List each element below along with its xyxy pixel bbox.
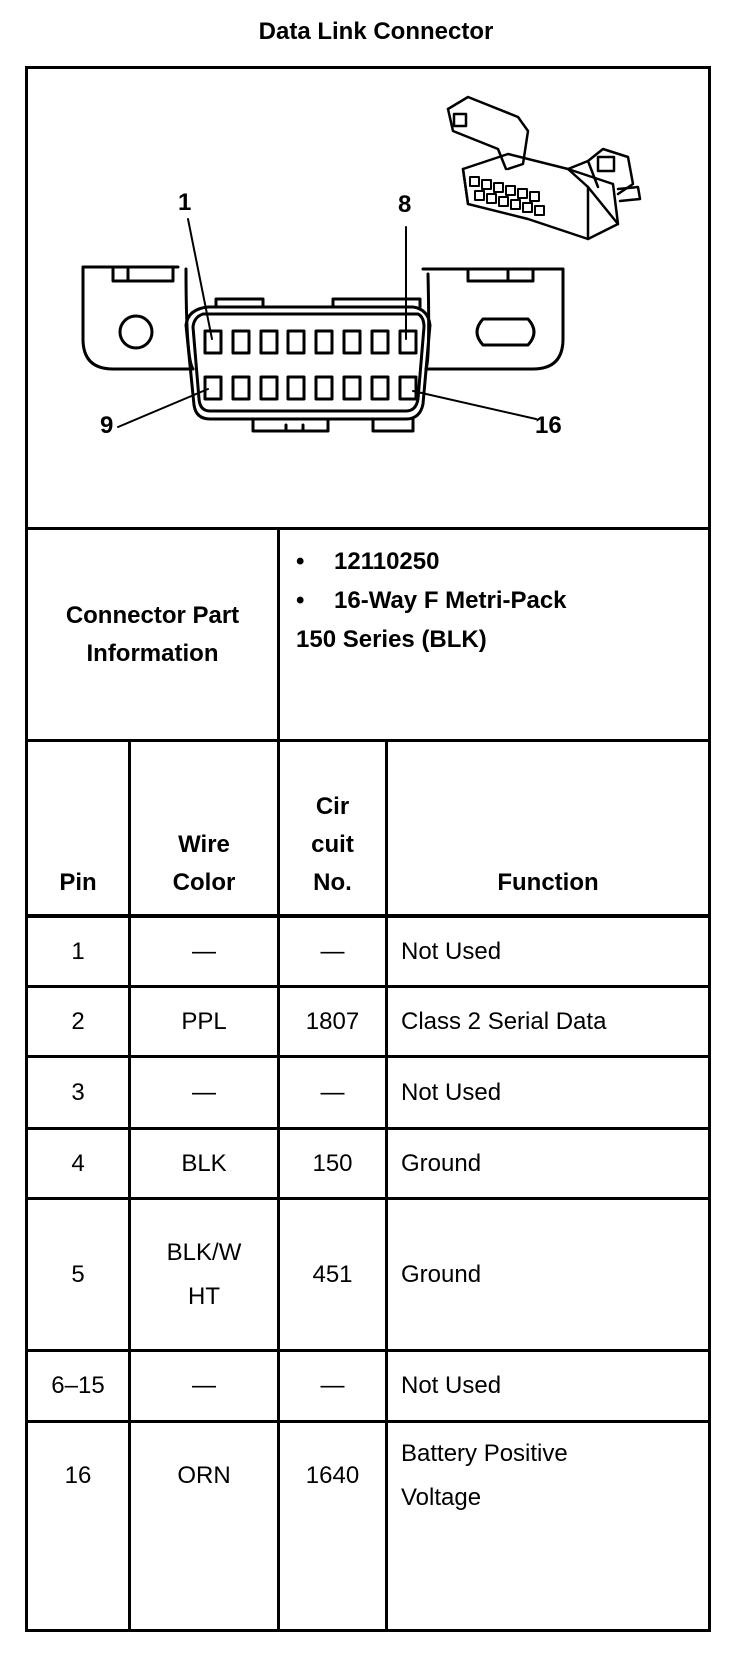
connector-figure [28,69,708,559]
cell-function: Class 2 Serial Data [401,1007,607,1035]
cell-function: Not Used [401,937,502,965]
cell-function: Ground [401,1260,482,1288]
part-number: 12110250 [334,548,440,575]
cell-pin: 5 [71,1260,85,1288]
cell-pin: 16 [64,1462,92,1489]
bullet-glyph: • [296,548,305,575]
cell-circuit: 451 [312,1260,353,1288]
page-title: Data Link Connector [258,18,494,45]
info-bullet-2 [296,581,686,620]
right-mounting-ear [423,269,563,369]
pin-callout-9: 9 [100,412,114,439]
info-bullet-1 [296,542,686,581]
cell-circuit: — [320,1372,345,1399]
connector-body [186,299,430,431]
cell-function: Not Used [401,1372,502,1399]
pin-cavities [205,331,416,399]
connector-type: 16-Way F Metri-Pack [334,587,567,614]
pin-callout-8: 8 [398,191,412,218]
connector-3d-thumbnail [448,97,640,239]
left-mounting-ear [83,267,193,369]
cell-circuit: 1640 [305,1462,360,1489]
cell-circuit: 150 [312,1149,353,1177]
pin-callout-16: 16 [535,412,562,439]
cell-function: Battery Positive Voltage [401,1440,568,1511]
cell-pin: 1 [71,937,85,965]
cell-wire-color: — [192,1078,216,1106]
header-function: Function [497,869,599,896]
cell-pin: 3 [71,1078,85,1106]
cell-wire-color: ORN [177,1462,231,1489]
pin-callout-1: 1 [178,189,192,216]
cell-wire-color: — [192,937,216,965]
cell-pin: 4 [71,1149,85,1177]
cell-wire-color: — [192,1372,216,1399]
header-wire-color: Wire Color [172,831,236,896]
pin-leader-lines [118,219,536,427]
cell-pin: 2 [71,1007,85,1035]
info-continuation: 150 Series (BLK) [296,626,487,653]
cell-wire-color: PPL [181,1007,227,1035]
cell-wire-color: BLK/W HT [166,1238,242,1310]
cell-circuit: — [320,937,345,965]
header-circuit-no: Cir cuit No. [311,793,354,896]
cell-pin: 6–15 [51,1372,105,1399]
bullet-glyph: • [296,587,305,614]
cell-wire-color: BLK [181,1149,227,1177]
connector-part-info [296,542,686,659]
cell-function: Not Used [401,1078,502,1106]
header-pin: Pin [59,869,97,896]
connector-part-info-label: Connector Part Information [65,601,240,667]
cell-circuit: 1807 [305,1007,360,1035]
cell-function: Ground [401,1149,482,1177]
cell-circuit: — [320,1078,345,1106]
